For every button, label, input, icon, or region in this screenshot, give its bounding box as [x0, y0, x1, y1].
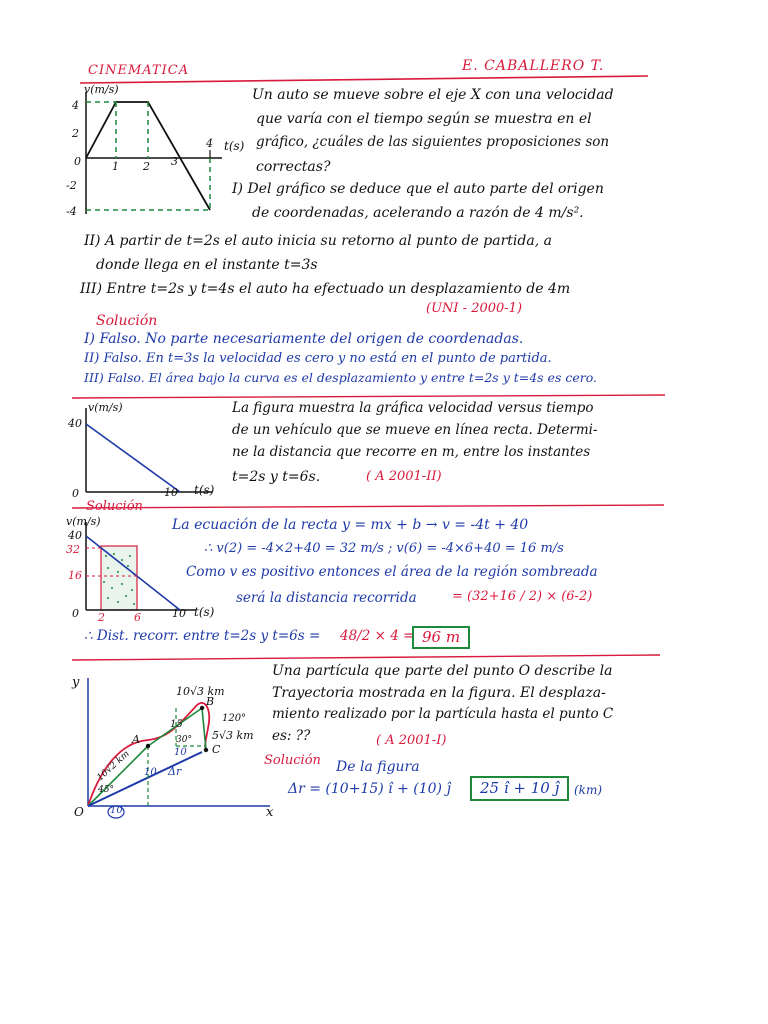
p2-formula: = (32+16 / 2) × (6-2)	[452, 589, 593, 604]
graph1-xlabel: t(s)	[224, 139, 245, 153]
header-topic: CINEMATICA	[88, 63, 190, 78]
p1-line-2: que varía con el tiempo según se muestra en el	[256, 111, 592, 127]
p3-unit: (km)	[574, 783, 603, 797]
p3-line-1: Una partícula que parte del punto O describe la	[272, 663, 613, 679]
p3-solution-label: Solución	[264, 753, 321, 768]
p3-line-3: miento realizado por la partícula hasta el punto C	[272, 706, 614, 722]
fig3-label-c: C	[212, 743, 221, 756]
graph2b-y16: 16	[68, 569, 82, 582]
p3-source: ( A 2001-I)	[376, 733, 447, 748]
p1-answer-2: II) Falso. En t=3s la velocidad es cero y no está en el punto de partida.	[84, 351, 552, 366]
p1-line-8: donde llega en el instante t=3s	[96, 257, 318, 273]
p1-line-5: I) Del gráfico se deduce que el auto parte del origen	[232, 181, 604, 197]
p2-solution-label: Solución	[86, 499, 143, 514]
p1-line-4: correctas?	[256, 159, 331, 175]
graph1-ylabel: v(m/s)	[84, 83, 119, 96]
fig3-label-a: A	[132, 733, 140, 746]
p1-answer-3: III) Falso. El área bajo la curva es el desplazamiento y entre t=2s y t=4s es cero.	[84, 370, 598, 385]
p2-sol-line-1: La ecuación de la recta y = mx + b → v = -4t + 40	[172, 517, 529, 533]
graph2-x10: 10	[164, 486, 178, 499]
fig3-seg-bc: 5√3 km	[212, 729, 254, 742]
p1-answer-1: I) Falso. No parte necesariamente del origen de coordenadas.	[84, 331, 524, 347]
graph1-ytick-2: 2	[72, 127, 79, 140]
p3-line-4: es: ??	[272, 728, 311, 744]
graph1-xtick-1: 1	[112, 160, 119, 173]
fig3-label-y: y	[72, 675, 80, 690]
fig3-label-b: B	[206, 695, 215, 708]
fig3-point-b	[200, 706, 204, 710]
p2-sol-line-2: ∴ v(2) = -4×2+40 = 32 m/s ; v(6) = -4×6+40 = 16 m/s	[204, 541, 564, 556]
p1-line-3: gráfico, ¿cuáles de las siguientes proposiciones son	[256, 134, 610, 150]
p2-line-2: de un vehículo que se mueve en línea recta. Determi-	[232, 422, 598, 438]
p3-equation: Δr = (10+15) î + (10) ĵ	[288, 781, 451, 797]
p2-final-answer: 96 m	[412, 626, 470, 649]
p1-source: (UNI - 2000-1)	[426, 301, 523, 316]
fig3-val-10a: 10	[174, 747, 187, 758]
graph2-y40: 40	[68, 417, 82, 430]
p1-line-6: de coordenadas, acelerando a razón de 4 m/s².	[252, 205, 584, 221]
fig3-val-15: 15	[170, 719, 183, 730]
p1-solution-label: Solución	[96, 313, 158, 329]
fig3-seg-ab: 10√3 km	[176, 685, 225, 698]
fig3-val-10b: 10	[144, 767, 157, 778]
graph1-xtick-3: 3	[171, 155, 178, 168]
fig3-ang-30: 30°	[176, 735, 192, 745]
p2-final-prefix: ∴ Dist. recorr. entre t=2s y t=6s =	[84, 628, 321, 644]
graph2-x0: 0	[72, 487, 79, 500]
graph1-ytick-4: 4	[72, 99, 79, 112]
fig3-seg-oa: 10√2 km	[95, 749, 132, 784]
p1-line-7: II) A partir de t=2s el auto inicia su retorno al punto de partida, a	[84, 233, 552, 249]
graph2-xlabel: t(s)	[194, 483, 215, 497]
header-author: E. CABALLERO T.	[462, 58, 605, 74]
fig3-ang-120: 120°	[222, 713, 247, 724]
fig3-label-o: O	[74, 805, 84, 819]
fig3-ang-45: 45°	[98, 785, 114, 795]
p2-line-4: t=2s y t=6s.	[232, 469, 321, 485]
fig3-val-10c: 10	[110, 805, 123, 816]
graph2b-y40: 40	[68, 529, 82, 542]
graph1-xtick-4: 4	[206, 137, 213, 150]
graph1-ytick-0: 0	[74, 155, 81, 168]
graph2b-x0: 0	[72, 607, 79, 620]
graph2b-x10: 10	[172, 607, 186, 620]
p2-sol-line-3: Como v es positivo entonces el área de la región sombreada	[186, 564, 598, 580]
graph1-xtick-2: 2	[143, 160, 150, 173]
graph2b-x2: 2	[98, 611, 105, 624]
graph2-ylabel: v(m/s)	[88, 401, 123, 414]
graph2b-x6: 6	[134, 611, 141, 624]
fig3-segment-bc	[202, 708, 206, 750]
graph1-ytick-m2: -2	[66, 179, 77, 192]
p2-line-3: ne la distancia que recorre en m, entre los instantes	[232, 444, 591, 460]
p3-line-2: Trayectoria mostrada en la figura. El desplaza-	[272, 685, 606, 701]
p2-sol-line-4: será la distancia recorrida	[236, 590, 417, 606]
p2-final-calc: 48/2 × 4 =	[340, 628, 415, 644]
p1-line-9: III) Entre t=2s y t=4s el auto ha efectuado un desplazamiento de 4m	[80, 281, 571, 297]
p2-line-1: La figura muestra la gráfica velocidad versus tiempo	[232, 400, 594, 416]
fig3-dr: Δr	[168, 765, 182, 778]
p1-line-1: Un auto se mueve sobre el eje X con una velocidad	[252, 87, 614, 103]
p3-answer: 25 î + 10 ĵ	[470, 776, 569, 801]
fig3-point-c	[204, 748, 208, 752]
graph1-ytick-m4: -4	[66, 205, 77, 218]
graph2b-y32: 32	[66, 543, 80, 556]
p2-source: ( A 2001-II)	[366, 469, 442, 484]
fig3-point-a	[146, 744, 150, 748]
fig3-label-x: x	[266, 805, 274, 820]
graph2b-xlabel: t(s)	[194, 605, 215, 619]
graph2b-ylabel: v(m/s)	[66, 515, 101, 528]
p3-solution-text: De la figura	[336, 759, 420, 775]
